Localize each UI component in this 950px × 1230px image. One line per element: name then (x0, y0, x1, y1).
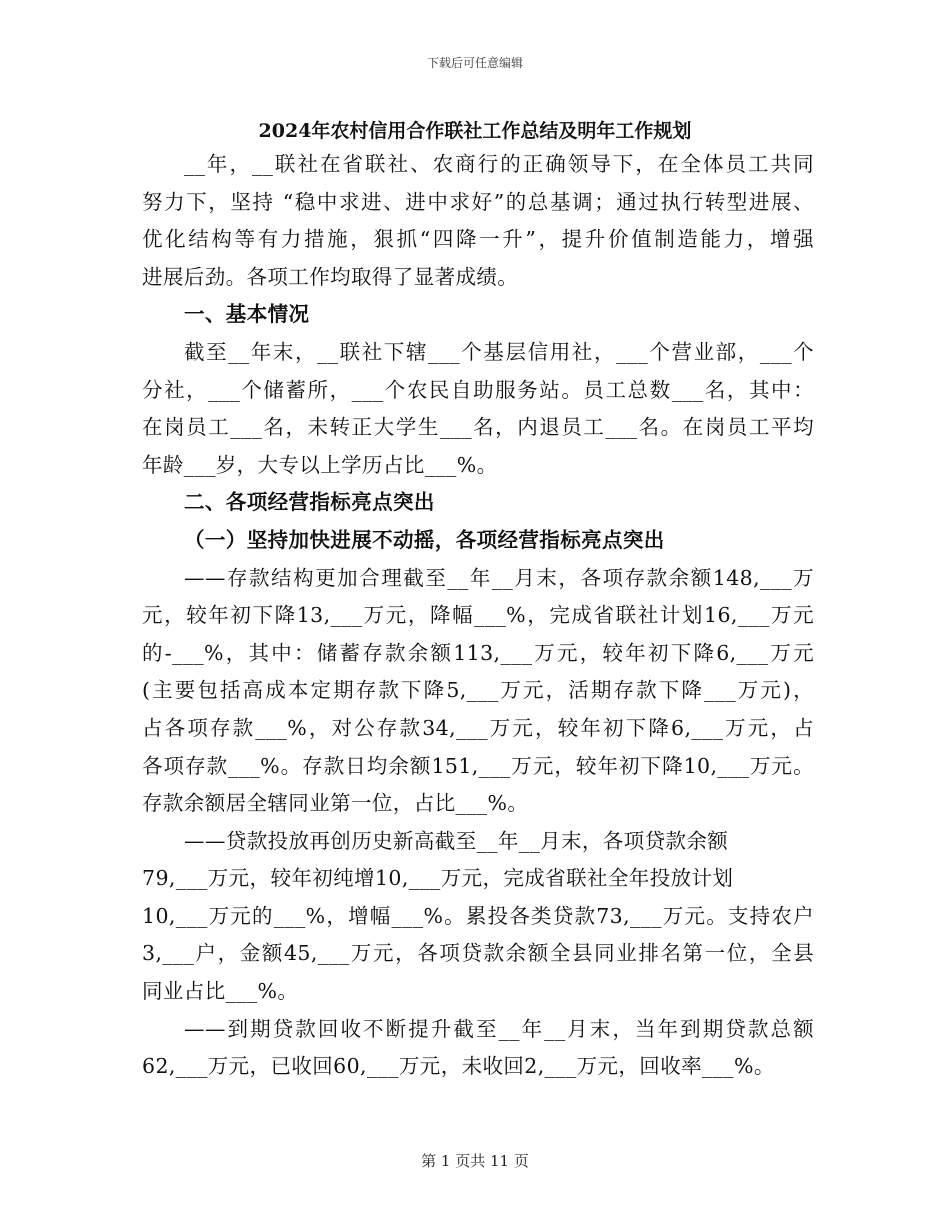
paragraph-line: 各项存款___%。存款日均余额151,___万元，较年初下降10,___万元。 (142, 753, 814, 778)
paragraph-line: 62,___万元，已收回60,___万元，未收回2,___万元，回收率___%。 (142, 1054, 775, 1079)
paragraph-line: 截至__年末，__联社下辖___个基层信用社，___个营业部，___个 (184, 339, 814, 364)
paragraph-line: 占各项存款___%，对公存款34,___万元，较年初下降6,___万元，占 (142, 715, 814, 740)
header-note: 下载后可任意编辑 (426, 56, 523, 70)
paragraph-line: 优化结构等有力措施，狠抓“四降一升”，提升价值制造能力，增强 (142, 227, 814, 252)
paragraph-line: 10,___万元的___%，增幅___%。累投各类贷款73,___万元。支持农户 (142, 903, 814, 928)
paragraph-line: 年龄___岁，大专以上学历占比___%。 (142, 452, 498, 477)
paragraph-line: ——到期贷款回收不断提升截至__年__月末，当年到期贷款总额 (184, 1016, 814, 1041)
paragraph-line: 进展后劲。各项工作均取得了显著成绩。 (142, 264, 519, 289)
paragraph-line: 3,___户，金额45,___万元，各项贷款余额全县同业排名第一位，全县 (142, 941, 814, 966)
paragraph-line: 79,___万元，较年初纯增10,___万元，完成省联社全年投放计划 (142, 866, 734, 891)
paragraph-line: 在岗员工___名，未转正大学生___名，内退员工___名。在岗员工平均 (142, 415, 814, 440)
paragraph-line: ——存款结构更加合理截至__年__月末，各项存款余额148,___万 (184, 565, 814, 590)
section-heading: 一、基本情况 (184, 302, 310, 327)
page-footer: 第 1 页共 11 页 (421, 1152, 529, 1170)
page-title: 2024年农村信用合作联社工作总结及明年工作规划 (258, 120, 692, 142)
section-heading: 二、各项经营指标亮点突出 (184, 490, 435, 515)
paragraph-line: (主要包括高成本定期存款下降5,___万元，活期存款下降___万元)， (142, 678, 814, 703)
subsection-heading: （一）坚持加快进展不动摇，各项经营指标亮点突出 (184, 527, 665, 552)
paragraph-line: 元，较年初下降13,___万元，降幅___%，完成省联社计划16,___万元 (142, 603, 814, 628)
paragraph-line: 存款余额居全辖同业第一位，占比___%。 (142, 791, 529, 816)
paragraph-line: __年，__联社在省联社、农商行的正确领导下，在全体员工共同 (184, 152, 814, 176)
paragraph-line: 的-___%，其中：储蓄存款余额113,___万元，较年初下降6,___万元 (142, 640, 814, 665)
paragraph-line: 努力下，坚持 “稳中求进、进中求好”的总基调；通过执行转型进展、 (142, 189, 814, 214)
paragraph-line: 同业占比___%。 (142, 979, 299, 1004)
paragraph-line: ——贷款投放再创历史新高截至__年__月末，各项贷款余额 (184, 828, 729, 853)
document-body (142, 146, 814, 1086)
paragraph-line: 分社，___个储蓄所，___个农民自助服务站。员工总数___名，其中： (142, 377, 814, 402)
